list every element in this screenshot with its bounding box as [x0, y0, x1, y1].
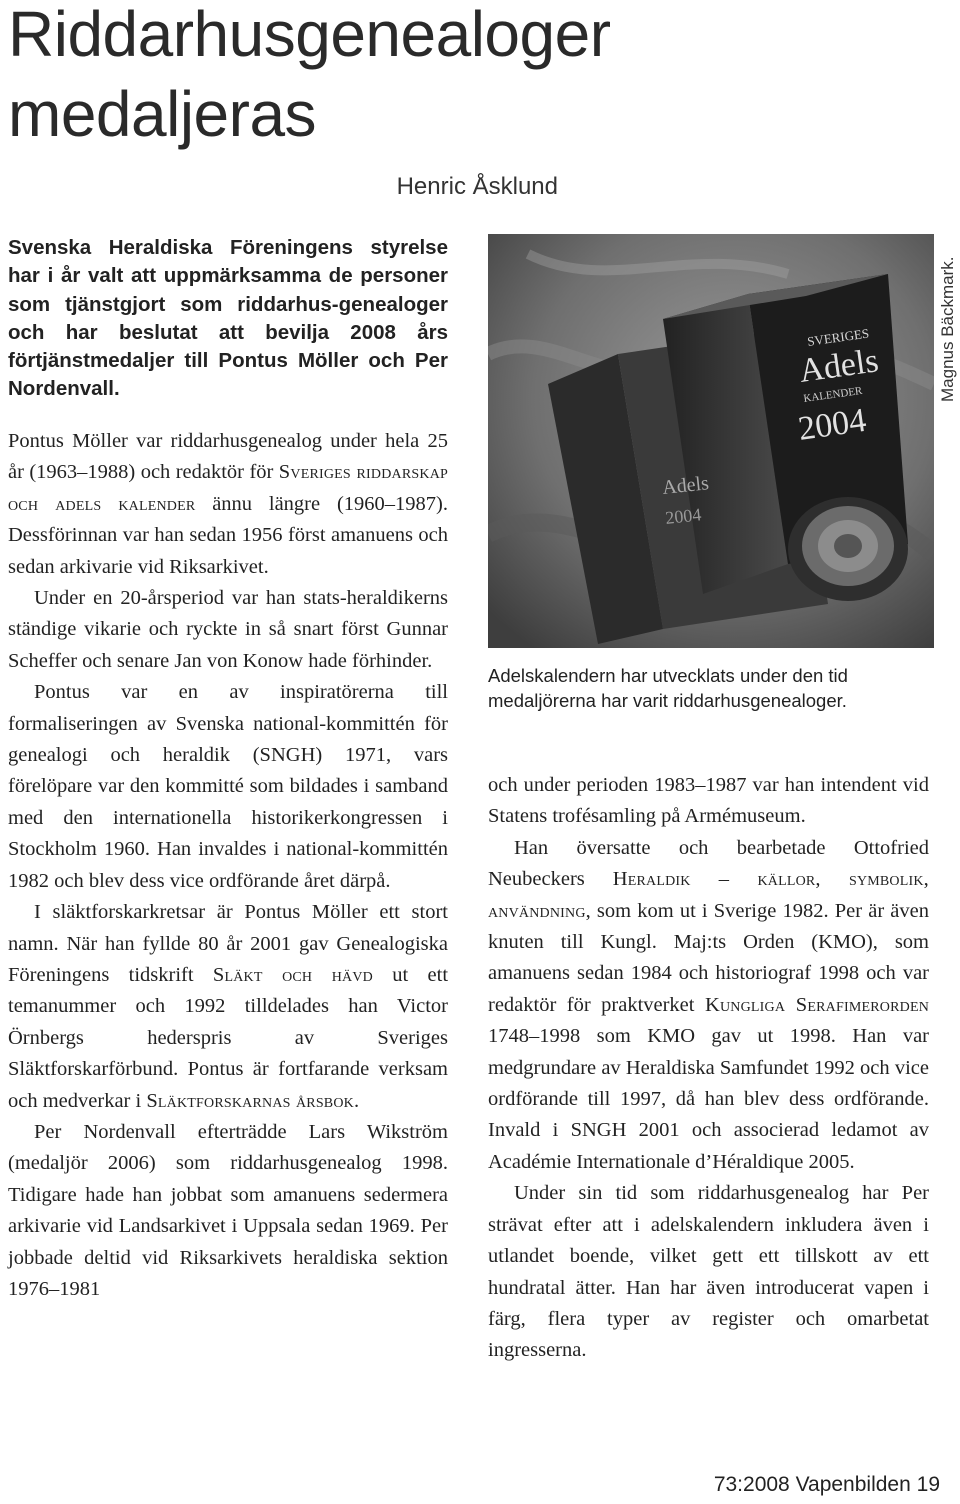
- text-run: Pontus Möller var riddarhusgenealog under hela 25 år (1963–1988) och redaktör för: [8, 430, 448, 484]
- paragraph: [488, 833, 929, 1178]
- publication-title: Kungliga Serafimerorden: [704, 993, 929, 1016]
- publication-title: Sveriges riddarskap och adels kalender: [8, 461, 448, 515]
- text-run: Han översatte och bearbetade Ottofried Neubeckers: [488, 836, 929, 891]
- book-title-label: Adels: [796, 342, 881, 390]
- left-column: [8, 426, 448, 1305]
- book-subtitle-label: KALENDER: [802, 384, 864, 405]
- page-footer: [650, 1472, 940, 1498]
- publication-title: Heraldik – källor, symbolik, användning: [488, 868, 929, 922]
- article-title: [8, 0, 768, 154]
- text-run: ännu längre (1960–1987). Dessförinnan var han sedan 1956 först amanuens och sedan arkivarie vid Riksarkivet.: [8, 492, 448, 578]
- issue-label: 73:2008 Vapenbilden: [713, 1473, 911, 1496]
- book-back-year-label: 2004: [664, 504, 703, 528]
- paragraph: och under perioden 1983–1987 var han intendent vid Statens trofésamling på Armémuseum.: [488, 774, 929, 828]
- title-line-2: medaljeras: [8, 78, 317, 150]
- book-year-label: 2004: [795, 401, 869, 448]
- paragraph: [8, 426, 448, 583]
- paragraph: [8, 897, 448, 1117]
- paragraph: Pontus var en av inspiratörerna till formaliseringen av Svenska national-kommittén för genealogi och heraldik (SNGH) 1971, vars förelöpare var den kommitté som bildades i samband med den internationella historikerkongressen i Stockholm 1960. Han invaldes i national-kommittén 1982 och blev dess vice ordförande året därpå.: [8, 681, 448, 892]
- photo-credit: [940, 252, 956, 402]
- author-byline: Henric Åsklund: [396, 173, 558, 200]
- photo-credit-text: Magnus Bäckmark.: [938, 256, 957, 402]
- text-run: ut ett temanummer och 1992 tilldelades han Victor Örnbergs hederspris av Sveriges Släktforskarförbund. Pontus är fortfarande verksam och medverkar i: [8, 963, 449, 1112]
- page-number: 19: [916, 1473, 940, 1496]
- text-run: 1748–1998 som KMO gav ut 1998. Han var medgrundare av Heraldiska Samfundet 1992 och vice ordförande till 1997, då han blev dess ordförande. Invald i SNGH 2001 och associerad ledamot av Académie Internationale d’Héraldique 2005.: [488, 1025, 929, 1173]
- photo-caption: Adelskalendern har utvecklats under den tid medaljörerna har varit riddarhusgenealoger.: [488, 665, 848, 711]
- book-top-label: SVERIGES: [806, 325, 870, 349]
- paragraph: Under en 20-årsperiod var han stats-heraldikerns ständige vikarie och ryckte in så snart först Gunnar Scheffer och senare Jan von Konow hade förhinder.: [8, 587, 448, 672]
- publication-title: Släkt och hävd: [212, 963, 373, 986]
- right-column: [488, 770, 929, 1367]
- text-run: I släktforskarkretsar är Pontus Möller ett stort namn. När han fyllde 80 år 2001 gav Genealogiska Föreningens tidskrift: [8, 901, 448, 986]
- title-line-1: Riddarhusgenealoger: [8, 0, 611, 70]
- paragraph: Per Nordenvall efterträdde Lars Wikström (medaljör 2006) som riddarhusgenealog 1998. Tidigare hade han jobbat som amanuens sedermera arkivarie vid Landsarkivet i Uppsala sedan 1969. Per jobbade deltid vid Riksarkivets heraldiska sektion 1976–1981: [8, 1120, 448, 1300]
- text-run: , som kom ut i Sverige 1982. Per är även knuten till Kungl. Maj:ts Orden (KMO), som amanuens sedan 1984 och historiograf 1998 och var redaktör för praktverket: [488, 899, 929, 1016]
- book-photo: [488, 234, 934, 648]
- text-run: .: [353, 1089, 360, 1112]
- book-back-title-label: Adels: [661, 472, 710, 499]
- paragraph: Under sin tid som riddarhusgenealog har Per strävat efter att i adelskalendern inkludera även i utlandet boende, vilket gett ett tillskott av ett hundratal ätter. Han har även introducerat vapen i färg, flera typer av register och omarbetat ingresserna.: [488, 1182, 929, 1362]
- publication-title: Släktforskarnas årsbok: [146, 1089, 354, 1112]
- lead-paragraph: Svenska Heraldiska Föreningens styrelse har i år valt att uppmärksamma de personer som tjänstgjort som riddarhus-genealoger och har beslutat att bevilja 2008 års förtjänstmedaljer till Pontus Möller och Per Nordenvall.: [8, 236, 448, 401]
